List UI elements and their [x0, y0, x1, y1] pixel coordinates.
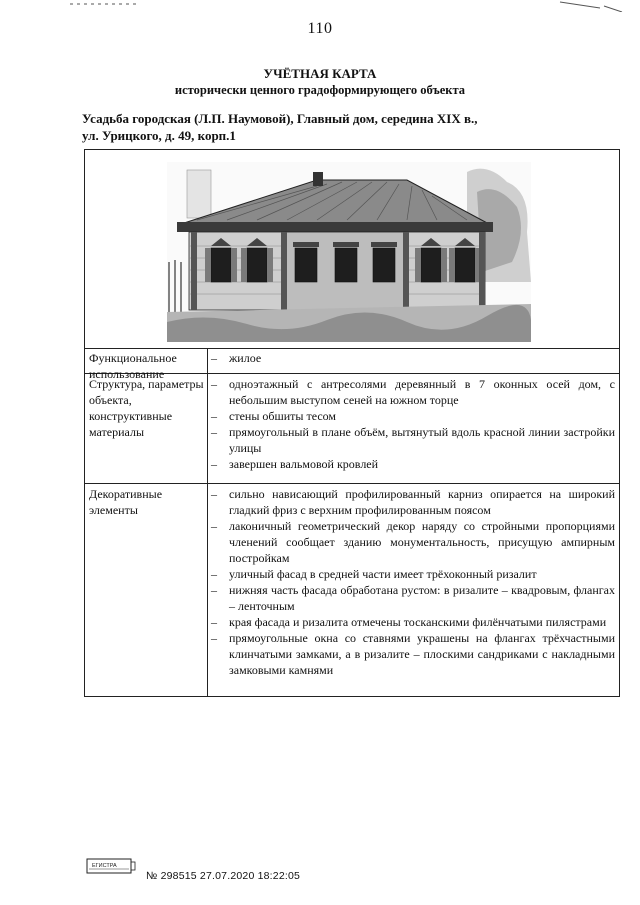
row-function-items [209, 350, 615, 366]
scan-edge-marks [0, 0, 640, 12]
object-name [82, 110, 582, 144]
svg-text:ЕГИСТРА: ЕГИСТРА [92, 863, 117, 869]
page-number: 110 [307, 20, 333, 37]
card-subtitle: исторически ценного градоформирующего объекта [174, 83, 466, 97]
card-title: УЧЁТНАЯ КАРТА [263, 66, 377, 81]
list-item: – сильно нависающий профилированный карниз опирается на широкий гладкий фриз с верхним профилированным поясом [211, 487, 615, 517]
list-item: – жилое [211, 351, 262, 365]
list-item: – стены обшиты тесом [211, 409, 337, 423]
row-decorative-label: Декоративные элементы [89, 487, 163, 517]
object-name-line-2: ул. Урицкого, д. 49, корп.1 [82, 128, 236, 143]
list-item: – прямоугольные окна со ставнями украшены на флангах трёхчастными клинчатыми замками, а в ризалите – плоскими сандриками с накладными замковыми камнями [211, 631, 615, 677]
row-structure-items [209, 376, 615, 472]
row-function [85, 348, 619, 381]
list-item: – нижняя часть фасада обработана рустом: в ризалите – квадровым, флангах – ленточным [211, 583, 615, 613]
list-item: – уличный фасад в средней части имеет трёхоконный ризалит [211, 567, 537, 581]
row-function-label: Функциональное использование [89, 351, 177, 381]
building-photo [167, 162, 531, 342]
list-item: – лаконичный геометрический декор наряду со стройными пропорциями членений сообщает зданию монументальность, присущую ампирным постройкам [211, 519, 615, 565]
object-name-line-1: Усадьба городская (Л.П. Наумовой), Главный дом, середина XIX в., [82, 111, 478, 126]
photo-cell [85, 150, 619, 349]
row-decorative-items [209, 486, 615, 678]
list-item: – завершен вальмовой кровлей [211, 457, 379, 471]
record-card-table [84, 149, 620, 697]
row-decorative [85, 484, 619, 696]
row-structure [85, 374, 619, 484]
registry-stamp [86, 856, 136, 876]
list-item: – одноэтажный с антресолями деревянный в 7 оконных осей дом, с небольшим выступом сеней на южном торце [211, 377, 615, 407]
list-item: – прямоугольный в плане объём, вытянутый вдоль красной линии застройки улицы [211, 425, 615, 455]
list-item: – края фасада и ризалита отмечены тосканскими филёнчатыми пилястрами [211, 615, 607, 629]
row-structure-label: Структура, параметры объекта, конструктивные материалы [89, 377, 204, 439]
document-registration-info: № 298515 27.07.2020 18:22:05 [146, 870, 301, 882]
